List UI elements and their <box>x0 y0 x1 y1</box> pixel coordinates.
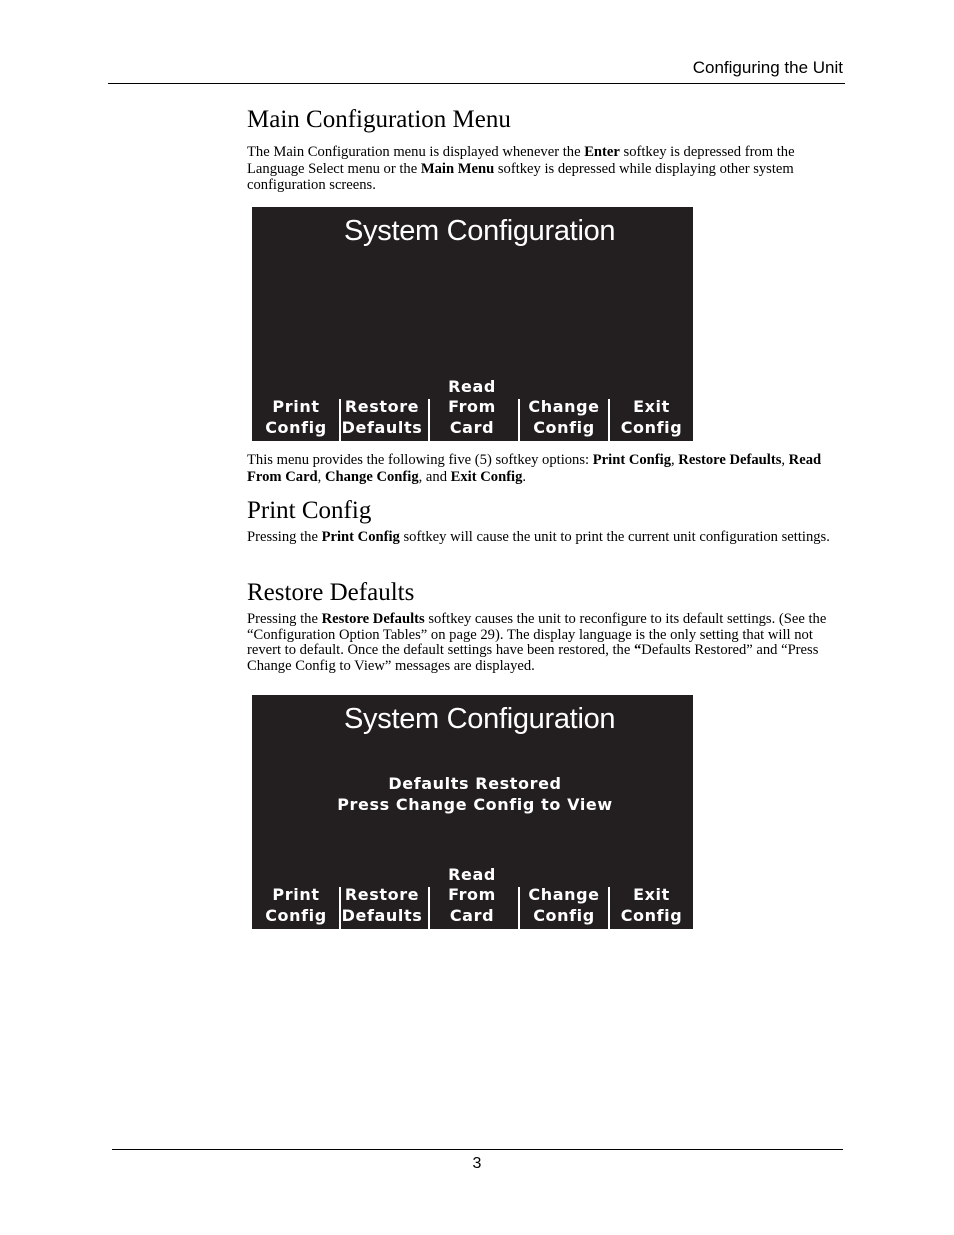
page-number: 3 <box>472 1155 482 1172</box>
softkey-print-config[interactable]: Print Config <box>265 885 327 925</box>
softkey-print-config[interactable]: Print Config <box>265 397 327 437</box>
softkey-exit-config[interactable]: Exit Config <box>620 397 683 437</box>
softkey-read-from-card[interactable]: Read From Card <box>448 864 496 925</box>
restore-defaults-paragraph: Pressing the Restore Defaults softkey causes the unit to reconfigure to its default settings. (See the “Configuration Option Tables” on page 29). The display language is the only setting that will not revert to default. Once the default settings have been restored, the “Defaults Restored” and “Press Change Config to View” messages are displayed. <box>247 611 827 675</box>
section-restore-defaults <box>247 578 842 675</box>
softkey-options-paragraph: This menu provides the following five (5) softkey options: Print Config, Restore Defaults, Read From Card, Change Config, and Exit Config. <box>247 452 822 485</box>
footer-rule <box>112 1149 843 1150</box>
section-print-config <box>247 496 842 546</box>
softkey-bar <box>252 376 693 441</box>
header-rule <box>108 83 845 84</box>
softkey-change-config[interactable]: Change Config <box>528 885 600 925</box>
softkey-exit-config[interactable]: Exit Config <box>620 885 683 925</box>
running-header-title: Configuring the Unit <box>692 58 843 77</box>
screen-title: System Configuration <box>344 703 616 735</box>
screen-title: System Configuration <box>344 215 616 247</box>
softkey-change-config[interactable]: Change Config <box>528 397 600 437</box>
options-section <box>247 452 842 485</box>
section-heading-main-configuration-menu: Main Configuration Menu <box>247 106 511 133</box>
softkey-restore-defaults[interactable]: Restore Defaults <box>341 397 423 437</box>
softkey-read-from-card[interactable]: Read From Card <box>448 376 496 437</box>
section-heading-restore-defaults: Restore Defaults <box>247 579 415 606</box>
defaults-restored-message: Defaults Restored Press Change Config to View <box>337 774 613 814</box>
system-configuration-screen-main <box>252 207 693 441</box>
system-configuration-screen-defaults-restored <box>252 695 693 929</box>
softkey-restore-defaults[interactable]: Restore Defaults <box>341 885 423 925</box>
intro-paragraph: The Main Configuration menu is displayed whenever the Enter softkey is depressed from the Language Select menu or the Main Menu softkey is depressed while displaying other system configuration screens. <box>247 144 795 193</box>
softkey-bar <box>252 864 693 929</box>
section-heading-print-config: Print Config <box>247 497 372 524</box>
section-main-configuration-menu <box>247 105 842 194</box>
print-config-paragraph: Pressing the Print Config softkey will cause the unit to print the current unit configuration settings. <box>247 529 830 545</box>
